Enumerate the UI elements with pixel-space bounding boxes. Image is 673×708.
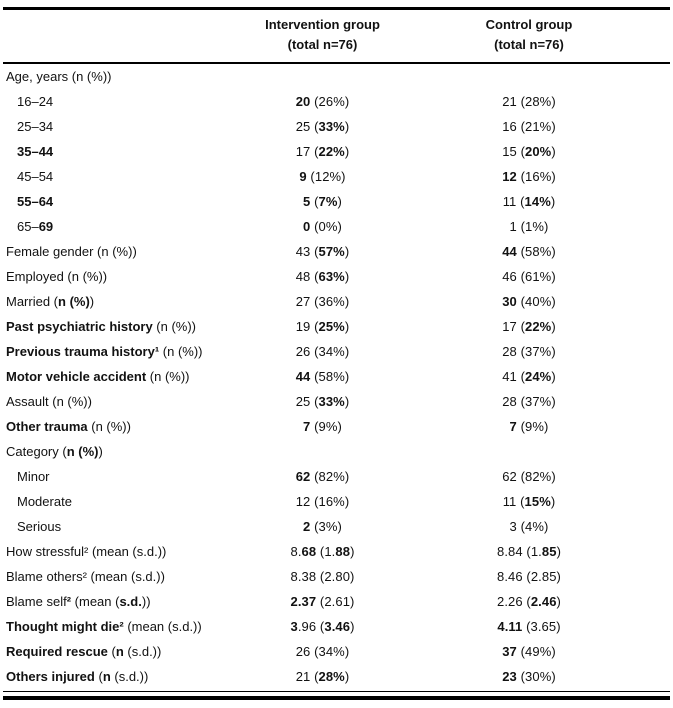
table-row — [3, 64, 670, 89]
row-label: 25–34 — [17, 119, 54, 134]
table-header — [3, 10, 670, 62]
table-row — [3, 214, 670, 239]
table-row — [3, 189, 670, 214]
control-value: 16 (21%) — [502, 119, 556, 134]
table-row — [3, 489, 670, 514]
row-label: Moderate — [17, 494, 72, 509]
control-value: 21 (28%) — [502, 94, 556, 109]
table-row — [3, 664, 670, 689]
table-row — [3, 564, 670, 589]
row-label: How stressful² (mean (s.d.)) — [6, 544, 167, 559]
intervention-group-title: Intervention group — [265, 17, 380, 32]
control-value: 8.46 (2.85) — [497, 569, 561, 584]
bottom-rule-heavy — [3, 696, 670, 700]
intervention-value: 19 (25%) — [295, 319, 350, 334]
table-row — [3, 464, 670, 489]
table-row — [3, 539, 670, 564]
intervention-value: 26 (34%) — [295, 644, 350, 659]
table-row — [3, 239, 670, 264]
table-row — [3, 164, 670, 189]
intervention-value: 20 (26%) — [295, 94, 350, 109]
control-value: 4.11 (3.65) — [497, 619, 561, 634]
intervention-value: 12 (16%) — [295, 494, 350, 509]
table-row — [3, 339, 670, 364]
control-value: 23 (30%) — [502, 669, 556, 684]
control-value: 7 (9%) — [509, 419, 549, 434]
row-label: 65–69 — [17, 219, 54, 234]
intervention-value: 25 (33%) — [295, 394, 350, 409]
control-group-title: Control group — [485, 17, 573, 32]
intervention-value: 43 (57%) — [295, 244, 350, 259]
intervention-group-header — [215, 15, 430, 55]
table-row — [3, 264, 670, 289]
control-value: 46 (61%) — [502, 269, 556, 284]
control-value: 44 (58%) — [502, 244, 556, 259]
table-row — [3, 439, 670, 464]
row-label: 45–54 — [17, 169, 54, 184]
intervention-value: 48 (63%) — [295, 269, 350, 284]
table-row — [3, 314, 670, 339]
control-value: 8.84 (1.85) — [497, 544, 561, 559]
control-value: 17 (22%) — [502, 319, 556, 334]
table-row — [3, 414, 670, 439]
table-row — [3, 389, 670, 414]
intervention-value: 17 (22%) — [295, 144, 350, 159]
table-row — [3, 139, 670, 164]
control-group-header — [430, 15, 670, 55]
control-value: 41 (24%) — [502, 369, 556, 384]
intervention-value: 0 (0%) — [303, 219, 342, 234]
control-group-total: (total n=76) — [494, 37, 564, 52]
intervention-value: 9 (12%) — [299, 169, 346, 184]
control-value: 37 (49%) — [502, 644, 556, 659]
table-row — [3, 639, 670, 664]
row-label: 35–44 — [17, 144, 54, 159]
intervention-value: 5 (7%) — [303, 194, 342, 209]
table-row — [3, 614, 670, 639]
control-value: 11 (14%) — [502, 194, 556, 209]
row-label: Married (n (%)) — [6, 294, 95, 309]
row-label: Other trauma (n (%)) — [6, 419, 131, 434]
intervention-value: 25 (33%) — [295, 119, 350, 134]
row-label: Past psychiatric history (n (%)) — [6, 319, 197, 334]
intervention-value: 2.37 (2.61) — [290, 594, 355, 609]
table-row — [3, 514, 670, 539]
row-label: Age, years (n (%)) — [6, 69, 112, 84]
control-value: 30 (40%) — [502, 294, 556, 309]
row-label: Thought might die² (mean (s.d.)) — [6, 619, 202, 634]
row-label: Minor — [17, 469, 50, 484]
control-value: 3 (4%) — [509, 519, 549, 534]
row-label: Female gender (n (%)) — [6, 244, 137, 259]
intervention-value: 44 (58%) — [295, 369, 350, 384]
row-label: Blame self² (mean (s.d.)) — [6, 594, 151, 609]
intervention-value: 27 (36%) — [295, 294, 350, 309]
control-value: 1 (1%) — [509, 219, 549, 234]
intervention-value: 21 (28%) — [295, 669, 350, 684]
row-label: Category (n (%)) — [6, 444, 103, 459]
control-value: 28 (37%) — [502, 344, 556, 359]
table-body — [3, 64, 670, 689]
table-row — [3, 589, 670, 614]
intervention-value: 3.96 (3.46) — [290, 619, 355, 634]
control-value: 62 (82%) — [502, 469, 556, 484]
intervention-value: 2 (3%) — [303, 519, 342, 534]
table-row — [3, 114, 670, 139]
intervention-value: 8.68 (1.88) — [290, 544, 355, 559]
intervention-value: 62 (82%) — [295, 469, 350, 484]
control-value: 12 (16%) — [502, 169, 556, 184]
row-label: 55–64 — [17, 194, 54, 209]
row-label: Blame others² (mean (s.d.)) — [6, 569, 165, 584]
row-label: Previous trauma history¹ (n (%)) — [6, 344, 203, 359]
intervention-value: 26 (34%) — [295, 344, 350, 359]
control-value: 2.26 (2.46) — [497, 594, 561, 609]
row-label: Motor vehicle accident (n (%)) — [6, 369, 190, 384]
intervention-value: 7 (9%) — [303, 419, 342, 434]
table-row — [3, 89, 670, 114]
table-row — [3, 364, 670, 389]
row-label: Serious — [17, 519, 62, 534]
control-value: 15 (20%) — [502, 144, 556, 159]
table-row — [3, 289, 670, 314]
row-label: Employed (n (%)) — [6, 269, 108, 284]
control-value: 28 (37%) — [502, 394, 556, 409]
row-label: 16–24 — [17, 94, 54, 109]
row-label: Assault (n (%)) — [6, 394, 92, 409]
row-label: Required rescue (n (s.d.)) — [6, 644, 162, 659]
control-value: 11 (15%) — [502, 494, 556, 509]
intervention-value: 8.38 (2.80) — [290, 569, 355, 584]
row-label: Others injured (n (s.d.)) — [6, 669, 149, 684]
intervention-group-total: (total n=76) — [287, 37, 358, 52]
